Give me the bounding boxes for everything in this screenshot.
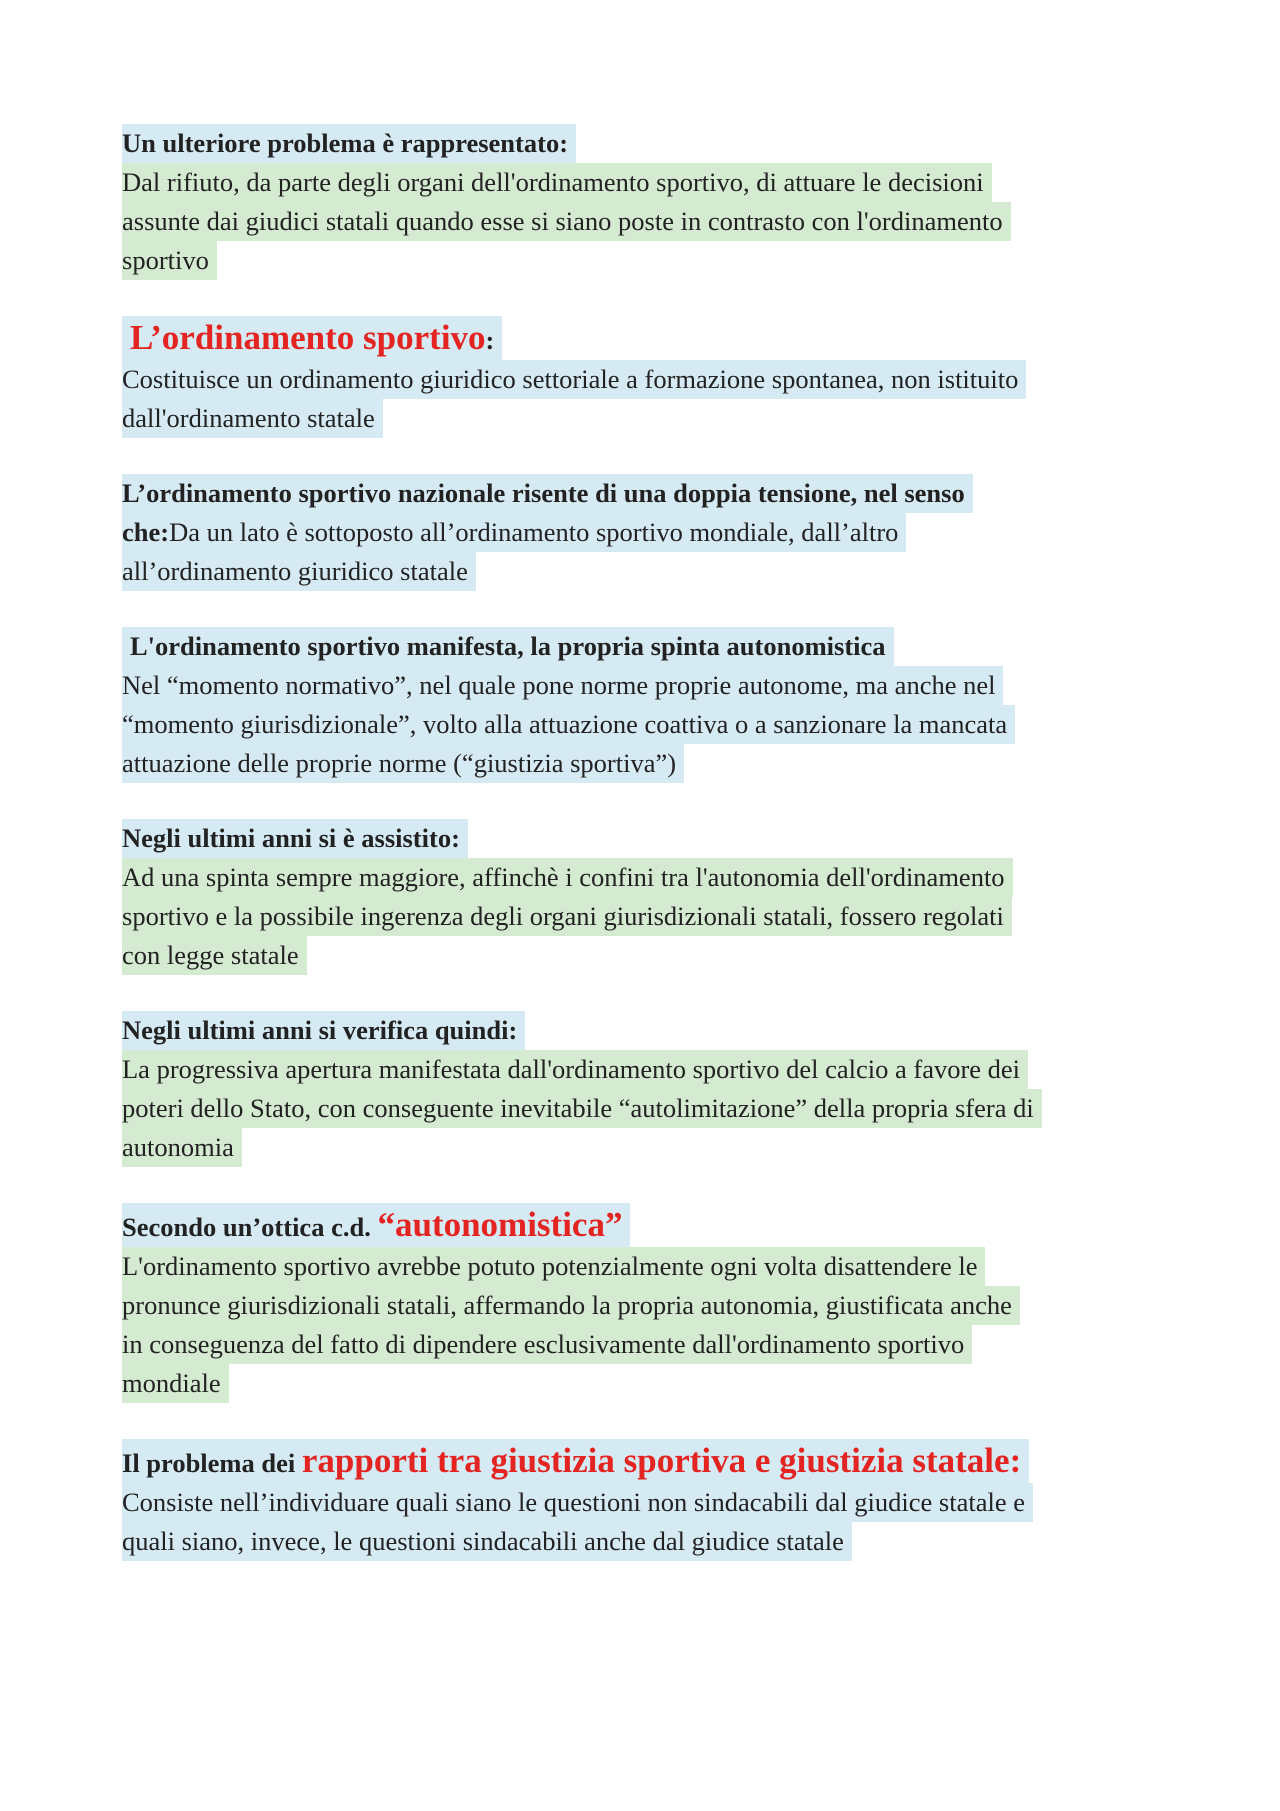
section-ultimi-anni-assistito <box>122 819 1182 975</box>
body-line: dall'ordinamento statale <box>122 399 383 438</box>
body-line <box>122 513 906 552</box>
body-line: quali siano, invece, le questioni sindacabili anche dal giudice statale <box>122 1522 852 1561</box>
body-line: sportivo e la possibile ingerenza degli organi giurisdizionali statali, fossero regolati <box>122 897 1012 936</box>
section-heading: Negli ultimi anni si verifica quindi: <box>122 1011 525 1050</box>
body-line: Ad una spinta sempre maggiore, affinchè i confini tra l'autonomia dell'ordinamento <box>122 858 1013 897</box>
section-heading: Un ulteriore problema è rappresentato: <box>122 124 576 163</box>
body-line: attuazione delle proprie norme (“giustizia sportiva”) <box>122 744 684 783</box>
heading-bold-fragment: che: <box>122 517 170 547</box>
section-heading <box>122 1203 630 1247</box>
section-rapporti-giustizia <box>122 1439 1182 1561</box>
section-spinta-autonomistica <box>122 627 1182 783</box>
body-line: Consiste nell’individuare quali siano le questioni non sindacabili dal giudice statale e <box>122 1483 1033 1522</box>
section-ultimi-anni-verifica <box>122 1011 1182 1167</box>
body-line: pronunce giurisdizionali statali, affermando la propria autonomia, giustificata anche <box>122 1286 1020 1325</box>
body-line: mondiale <box>122 1364 229 1403</box>
body-line: assunte dai giudici statali quando esse si siano poste in contrasto con l'ordinamento <box>122 202 1011 241</box>
section-doppia-tensione <box>122 474 1182 591</box>
document-page <box>122 124 1182 1597</box>
section-ulteriore-problema <box>122 124 1182 280</box>
body-line: con legge statale <box>122 936 307 975</box>
section-heading: Negli ultimi anni si è assistito: <box>122 819 468 858</box>
section-heading: L’ordinamento sportivo nazionale risente di una doppia tensione, nel senso <box>122 474 973 513</box>
heading-suffix: : <box>485 325 495 355</box>
body-line: Costituisce un ordinamento giuridico settoriale a formazione spontanea, non istituito <box>122 360 1026 399</box>
heading-red-text: L’ordinamento sportivo <box>130 318 486 357</box>
heading-prefix: Secondo un’ottica c.d. <box>122 1212 371 1242</box>
section-heading <box>122 1439 1029 1483</box>
body-fragment: Da un lato è sottoposto all’ordinamento sportivo mondiale, dall’altro <box>169 517 899 547</box>
body-line: Dal rifiuto, da parte degli organi dell'ordinamento sportivo, di attuare le decisioni <box>122 163 992 202</box>
body-line: all’ordinamento giuridico statale <box>122 552 476 591</box>
section-heading: L'ordinamento sportivo manifesta, la propria spinta autonomistica <box>122 627 894 666</box>
body-line: La progressiva apertura manifestata dall'ordinamento sportivo del calcio a favore dei <box>122 1050 1028 1089</box>
body-line: autonomia <box>122 1128 242 1167</box>
section-ordinamento-sportivo <box>122 316 1182 438</box>
body-line: L'ordinamento sportivo avrebbe potuto potenzialmente ogni volta disattendere le <box>122 1247 985 1286</box>
body-line: “momento giurisdizionale”, volto alla attuazione coattiva o a sanzionare la mancata <box>122 705 1015 744</box>
section-ottica-autonomistica <box>122 1203 1182 1403</box>
body-line: poteri dello Stato, con conseguente inevitabile “autolimitazione” della propria sfera di <box>122 1089 1042 1128</box>
heading-prefix: Il problema dei <box>122 1448 296 1478</box>
section-heading <box>122 316 502 360</box>
body-line: sportivo <box>122 241 217 280</box>
body-line: Nel “momento normativo”, nel quale pone norme proprie autonome, ma anche nel <box>122 666 1003 705</box>
heading-red-text: “autonomistica” <box>377 1205 623 1244</box>
body-line: in conseguenza del fatto di dipendere esclusivamente dall'ordinamento sportivo <box>122 1325 972 1364</box>
heading-red-text: rapporti tra giustizia sportiva e giustizia statale: <box>301 1441 1022 1480</box>
